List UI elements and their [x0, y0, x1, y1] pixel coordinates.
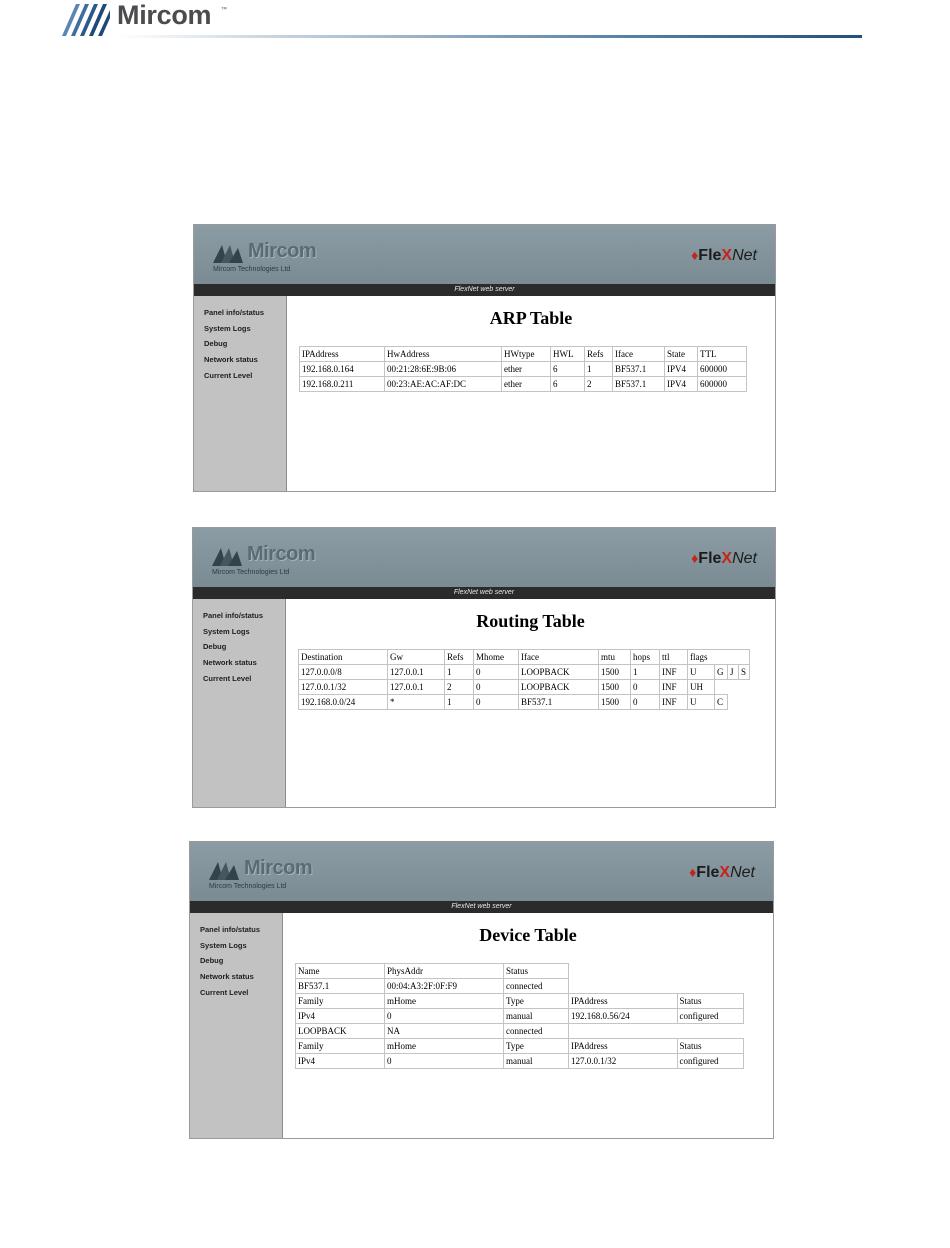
header-cell: Refs: [445, 650, 474, 665]
table-cell: [677, 1024, 743, 1039]
nav-system-logs[interactable]: System Logs: [200, 940, 247, 950]
nav-system-logs[interactable]: System Logs: [204, 323, 251, 333]
web-banner: [193, 528, 775, 587]
table-cell: 1500: [599, 665, 631, 680]
nav-network-status[interactable]: Network status: [204, 355, 258, 365]
table-header-row: [296, 964, 744, 979]
table-row: [299, 695, 750, 710]
table-cell: INF: [660, 695, 688, 710]
brand-name: Mircom: [117, 0, 212, 30]
table-cell: configured: [677, 1054, 743, 1069]
table-cell: LOOPBACK: [519, 665, 599, 680]
document-header: [0, 0, 950, 60]
header-cell: hops: [631, 650, 660, 665]
table-cell: 600000: [698, 362, 747, 377]
flame-icon: ♦: [691, 247, 699, 263]
table-row: [299, 680, 750, 695]
main-content: [287, 296, 775, 491]
server-bar: FlexNet web server: [194, 284, 775, 296]
table-cell: configured: [677, 1009, 743, 1024]
table-cell: [728, 695, 739, 710]
table-row: [296, 1054, 744, 1069]
mircom-logo-icon: [60, 2, 112, 36]
table-cell: 6: [551, 377, 585, 392]
table-header-row: [299, 650, 750, 665]
table-row: [296, 1009, 744, 1024]
table-cell: ether: [502, 377, 551, 392]
header-cell: mtu: [599, 650, 631, 665]
table-cell: U: [688, 665, 715, 680]
table-cell: [569, 979, 678, 994]
flame-icon: ♦: [691, 550, 699, 566]
header-cell: IPAddress: [569, 994, 678, 1009]
routing-screenshot: [192, 527, 776, 808]
mircom-banner-icon: [209, 860, 245, 880]
table-cell: BF537.1: [519, 695, 599, 710]
sidebar: [193, 599, 286, 807]
flexnet-logo: ♦FleXNet: [691, 550, 757, 567]
table-cell: connected: [504, 979, 569, 994]
device-screenshot: [189, 841, 774, 1139]
table-cell: 192.168.0.211: [300, 377, 385, 392]
table-cell: BF537.1: [296, 979, 385, 994]
table-cell: NA: [385, 1024, 504, 1039]
banner-brand: Mircom: [244, 857, 313, 879]
mircom-banner-icon: [213, 243, 249, 263]
table-cell: BF537.1: [613, 362, 665, 377]
table-cell: S: [739, 665, 750, 680]
table-cell: [569, 1024, 678, 1039]
header-cell: Name: [296, 964, 385, 979]
table-cell: 192.168.0.56/24: [569, 1009, 678, 1024]
nav-current-level[interactable]: Current Level: [200, 987, 249, 997]
nav-panel-info[interactable]: Panel info/status: [203, 611, 264, 620]
table-cell: 1: [445, 665, 474, 680]
nav-panel-info[interactable]: Panel info/status: [204, 308, 265, 317]
table-cell: [739, 680, 750, 695]
table-cell: [677, 979, 743, 994]
table-cell: connected: [504, 1024, 569, 1039]
sidebar: [190, 913, 283, 1138]
table-cell: [739, 695, 750, 710]
table-header-row: [300, 347, 747, 362]
table-cell: 1: [631, 665, 660, 680]
table-cell: 00:04:A3:2F:0F:F9: [385, 979, 504, 994]
nav-debug[interactable]: Debug: [200, 956, 224, 966]
table-cell: INF: [660, 680, 688, 695]
header-cell: Status: [677, 1039, 743, 1054]
table-cell: 6: [551, 362, 585, 377]
page-title: ARP Table: [489, 308, 573, 328]
header-cell: Mhome: [474, 650, 519, 665]
table-cell: 127.0.0.1: [388, 665, 445, 680]
routing-table: [298, 649, 750, 710]
table-cell: 0: [474, 665, 519, 680]
table-cell: 127.0.0.1/32: [569, 1054, 678, 1069]
table-cell: IPV4: [665, 362, 698, 377]
table-cell: 0: [385, 1009, 504, 1024]
banner-tagline: Mircom Technologies Ltd: [209, 883, 287, 890]
device-table: [295, 963, 744, 1069]
table-cell: 0: [631, 695, 660, 710]
table-cell: IPV4: [665, 377, 698, 392]
flame-icon: ♦: [689, 864, 697, 880]
header-cell: Status: [504, 964, 569, 979]
header-rule: [118, 35, 862, 38]
flexnet-logo: ♦FleXNet: [689, 864, 755, 881]
server-bar: FlexNet web server: [193, 587, 775, 599]
table-cell: manual: [504, 1009, 569, 1024]
table-row: [296, 979, 744, 994]
banner-brand: Mircom: [248, 240, 317, 262]
table-row: [300, 377, 747, 392]
nav-network-status[interactable]: Network status: [203, 658, 257, 668]
nav-current-level[interactable]: Current Level: [203, 673, 252, 683]
table-cell: [715, 680, 728, 695]
table-cell: U: [688, 695, 715, 710]
header-cell: IPAddress: [569, 1039, 678, 1054]
table-cell: UH: [688, 680, 715, 695]
table-cell: 1: [445, 695, 474, 710]
server-bar: FlexNet web server: [190, 901, 773, 913]
header-cell: Iface: [519, 650, 599, 665]
table-cell: G: [715, 665, 728, 680]
main-content: [283, 913, 773, 1138]
header-cell: flags: [688, 650, 750, 665]
table-cell: 1500: [599, 680, 631, 695]
table-cell: 600000: [698, 377, 747, 392]
header-cell: mHome: [385, 1039, 504, 1054]
page-title: Routing Table: [476, 611, 585, 631]
table-cell: 1500: [599, 695, 631, 710]
arp-table: [299, 346, 747, 392]
header-cell: Destination: [299, 650, 388, 665]
table-cell: 2: [585, 377, 613, 392]
table-cell: 00:21:28:6E:9B:06: [385, 362, 502, 377]
table-cell: J: [728, 665, 739, 680]
header-cell: IPAddress: [300, 347, 385, 362]
header-cell: PhysAddr: [385, 964, 504, 979]
table-cell: 1: [585, 362, 613, 377]
table-cell: 0: [474, 680, 519, 695]
table-cell: IPv4: [296, 1054, 385, 1069]
nav-system-logs[interactable]: System Logs: [203, 626, 250, 636]
header-cell: HWL: [551, 347, 585, 362]
table-cell: 192.168.0.0/24: [299, 695, 388, 710]
page-title: Device Table: [479, 925, 577, 945]
mircom-banner-icon: [212, 546, 248, 566]
table-cell: LOOPBACK: [296, 1024, 385, 1039]
table-cell: BF537.1: [613, 377, 665, 392]
header-cell: Family: [296, 994, 385, 1009]
table-row: [299, 665, 750, 680]
table-row: [300, 362, 747, 377]
header-cell: mHome: [385, 994, 504, 1009]
table-cell: 0: [385, 1054, 504, 1069]
table-cell: 0: [631, 680, 660, 695]
web-banner: [190, 842, 773, 901]
table-cell: [677, 964, 743, 979]
main-content: [286, 599, 775, 807]
table-cell: 0: [474, 695, 519, 710]
header-cell: TTL: [698, 347, 747, 362]
table-cell: 127.0.0.1/32: [299, 680, 388, 695]
table-row: [296, 1024, 744, 1039]
nav-debug[interactable]: Debug: [204, 339, 228, 349]
table-cell: IPv4: [296, 1009, 385, 1024]
header-cell: Refs: [585, 347, 613, 362]
header-cell: Type: [504, 1039, 569, 1054]
table-cell: 192.168.0.164: [300, 362, 385, 377]
header-cell: HWtype: [502, 347, 551, 362]
table-cell: INF: [660, 665, 688, 680]
table-header-row: [296, 994, 744, 1009]
header-cell: Gw: [388, 650, 445, 665]
table-cell: 2: [445, 680, 474, 695]
header-cell: State: [665, 347, 698, 362]
header-cell: HwAddress: [385, 347, 502, 362]
table-cell: C: [715, 695, 728, 710]
sidebar: [194, 296, 287, 491]
header-cell: ttl: [660, 650, 688, 665]
header-cell: Status: [677, 994, 743, 1009]
nav-current-level[interactable]: Current Level: [204, 370, 253, 380]
table-cell: 127.0.0.0/8: [299, 665, 388, 680]
nav-network-status[interactable]: Network status: [200, 972, 254, 982]
nav-panel-info[interactable]: Panel info/status: [200, 925, 261, 934]
arp-screenshot: [193, 224, 776, 492]
trademark: ™: [221, 7, 227, 13]
nav-debug[interactable]: Debug: [203, 642, 227, 652]
web-banner: [194, 225, 775, 284]
table-cell: manual: [504, 1054, 569, 1069]
flexnet-logo: ♦FleXNet: [691, 247, 757, 264]
table-cell: 127.0.0.1: [388, 680, 445, 695]
banner-tagline: Mircom Technologies Ltd: [212, 569, 290, 576]
table-cell: 00:23:AE:AC:AF:DC: [385, 377, 502, 392]
table-cell: ether: [502, 362, 551, 377]
table-cell: *: [388, 695, 445, 710]
header-cell: Iface: [613, 347, 665, 362]
header-cell: Type: [504, 994, 569, 1009]
header-cell: Family: [296, 1039, 385, 1054]
table-cell: LOOPBACK: [519, 680, 599, 695]
table-header-row: [296, 1039, 744, 1054]
table-cell: [569, 964, 678, 979]
banner-brand: Mircom: [247, 543, 316, 565]
banner-tagline: Mircom Technologies Ltd: [213, 266, 291, 273]
table-cell: [728, 680, 739, 695]
